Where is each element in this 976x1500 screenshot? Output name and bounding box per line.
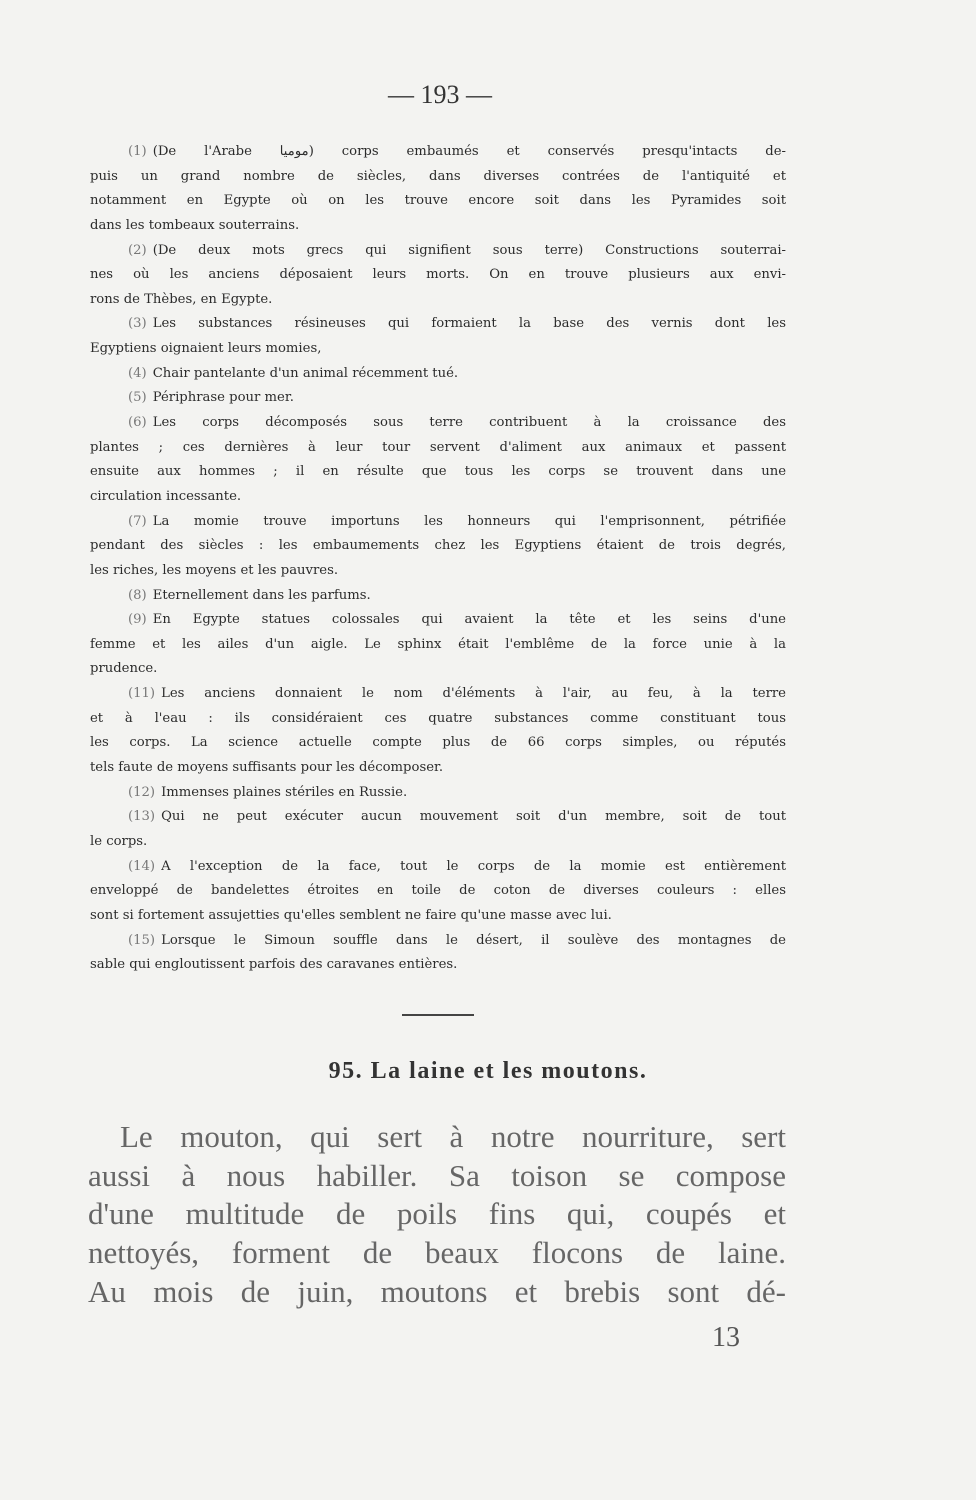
- footnote-line: [90, 411, 786, 436]
- signature-mark: 13: [712, 1322, 740, 1353]
- footnote-number: (12): [128, 784, 156, 800]
- body-line: d'une multitude de poils fins qui, coupés et: [88, 1196, 786, 1232]
- footnote: [90, 510, 786, 584]
- footnote: [90, 312, 786, 361]
- footnote-line: [90, 682, 786, 707]
- footnote: [90, 239, 786, 313]
- footnote-line: [90, 288, 786, 313]
- footnote-text: tels faute de moyens suffisants pour les décomposer.: [90, 760, 444, 776]
- footnote-text: notamment en Egypte où on les trouve encore soit dans les Pyramides soit: [90, 193, 786, 209]
- footnote-text: Eternellement dans les parfums.: [152, 587, 371, 603]
- footnote-number: (14): [128, 858, 156, 874]
- footnote-text: puis un grand nombre de siècles, dans diverses contrées de l'antiquité et: [90, 168, 786, 184]
- footnote: [90, 805, 786, 854]
- section-divider: [402, 1014, 474, 1016]
- footnote-number: (5): [128, 390, 147, 406]
- footnote-line: [90, 633, 786, 658]
- footnote-line: [90, 781, 786, 806]
- footnote-text: rons de Thèbes, en Egypte.: [90, 291, 273, 307]
- footnote-line: [90, 855, 786, 880]
- footnote-number: (2): [128, 242, 147, 258]
- footnote-number: (4): [128, 365, 147, 381]
- footnote-text: (De deux mots grecs qui signifient sous terre) Constructions souterrai-: [152, 242, 786, 258]
- body-line: Le mouton, qui sert à notre nourriture, sert: [120, 1119, 786, 1154]
- footnote-text: Chair pantelante d'un animal récemment tué.: [152, 365, 459, 381]
- footnote-line: [90, 165, 786, 190]
- footnote-line: [90, 510, 786, 535]
- body-line: nettoyés, forment de beaux flocons de laine.: [88, 1235, 786, 1271]
- footnote-text: En Egypte statues colossales qui avaient la tête et les seins d'une: [152, 612, 786, 628]
- footnote: [90, 411, 786, 510]
- footnote-text: plantes ; ces dernières à leur tour servent d'aliment aux animaux et passent: [90, 439, 786, 455]
- footnote-number: (13): [128, 809, 156, 825]
- footnote-line: [90, 386, 786, 411]
- footnote-number: (7): [128, 513, 147, 529]
- footnote-text: les riches, les moyens et les pauvres.: [90, 562, 339, 578]
- footnote-text: Périphrase pour mer.: [152, 390, 294, 406]
- footnote-text: Immenses plaines stériles en Russie.: [161, 784, 408, 800]
- footnote-text: prudence.: [90, 661, 158, 677]
- footnote-number: (8): [128, 587, 147, 603]
- footnote-number: (11): [128, 686, 156, 702]
- footnote-line: [90, 608, 786, 633]
- footnote-line: [90, 904, 786, 929]
- footnote: [90, 682, 786, 781]
- footnote-text: circulation incessante.: [90, 488, 242, 504]
- footnote-text: enveloppé de bandelettes étroites en toile de coton de diverses couleurs : elles: [90, 883, 786, 899]
- footnote-line: [90, 337, 786, 362]
- footnote-line: [90, 362, 786, 387]
- footnote-line: [90, 584, 786, 609]
- footnote-line: [90, 189, 786, 214]
- footnote: [90, 608, 786, 682]
- footnote-text: ensuite aux hommes ; il en résulte que tous les corps se trouvent dans une: [90, 464, 786, 480]
- footnote-text: sont si fortement assujetties qu'elles semblent ne faire qu'une masse avec lui.: [90, 907, 612, 923]
- footnote-text: Lorsque le Simoun souffle dans le désert, il soulève des montagnes de: [161, 932, 786, 948]
- footnote: [90, 386, 786, 411]
- footnote-line: [90, 830, 786, 855]
- footnote-line: [90, 239, 786, 264]
- footnote-text: sable qui engloutissent parfois des caravanes entières.: [90, 957, 458, 973]
- footnote-text: A l'exception de la face, tout le corps de la momie est entièrement: [161, 858, 786, 874]
- footnote-number: (6): [128, 415, 147, 431]
- footnote-text: Les anciens donnaient le nom d'éléments à l'air, au feu, à la terre: [161, 686, 786, 702]
- footnote-line: [90, 263, 786, 288]
- footnote-text: nes où les anciens déposaient leurs morts. On en trouve plusieurs aux envi-: [90, 267, 786, 283]
- footnote-text: (De l'Arabe موميا) corps embaumés et conservés presqu'intacts de-: [152, 144, 786, 159]
- footnote-number: (15): [128, 932, 156, 948]
- body-line: aussi à nous habiller. Sa toison se compose: [88, 1157, 786, 1193]
- footnote-text: dans les tombeaux souterrains.: [90, 217, 300, 233]
- footnote-number: (3): [128, 316, 147, 332]
- footnote-text: Les substances résineuses qui formaient la base des vernis dont les: [152, 316, 786, 332]
- footnote: [90, 855, 786, 929]
- footnote-line: [90, 756, 786, 781]
- footnote-line: [90, 214, 786, 239]
- footnote-text: pendant des siècles : les embaumements chez les Egyptiens étaient de trois degrés,: [90, 538, 786, 554]
- footnote-line: [90, 140, 786, 165]
- footnote-line: [90, 805, 786, 830]
- footnote-text: Qui ne peut exécuter aucun mouvement soit d'un membre, soit de tout: [161, 809, 786, 825]
- footnote-text: La momie trouve importuns les honneurs qui l'emprisonnent, pétrifiée: [152, 513, 786, 529]
- page-number: — 193 —: [388, 80, 492, 109]
- footnote-line: [90, 879, 786, 904]
- footnote-line: [90, 953, 786, 978]
- section-body: [88, 1118, 786, 1311]
- footnote-number: (1): [128, 144, 147, 159]
- footnote-line: [90, 312, 786, 337]
- footnote-line: [90, 731, 786, 756]
- footnote-number: (9): [128, 612, 147, 628]
- body-line: Au mois de juin, moutons et brebis sont dé-: [88, 1273, 786, 1309]
- footnote-line: [90, 485, 786, 510]
- footnote-text: Les corps décomposés sous terre contribuent à la croissance des: [152, 415, 786, 431]
- footnote-line: [90, 707, 786, 732]
- footnote: [90, 362, 786, 387]
- footnote-text: Egyptiens oignaient leurs momies,: [90, 341, 322, 357]
- footnote-text: le corps.: [90, 833, 148, 849]
- footnote: [90, 781, 786, 806]
- footnote: [90, 584, 786, 609]
- footnote-text: et à l'eau : ils considéraient ces quatre substances comme constituant tous: [90, 710, 786, 726]
- footnote-line: [90, 929, 786, 954]
- footnote-text: les corps. La science actuelle compte plus de 66 corps simples, ou réputés: [90, 735, 786, 751]
- footnote: [90, 929, 786, 978]
- footnote-text: femme et les ailes d'un aigle. Le sphinx était l'emblême de la force unie à la: [90, 636, 786, 652]
- footnote-line: [90, 657, 786, 682]
- section-title: 95. La laine et les moutons.: [328, 1058, 648, 1084]
- footnote-line: [90, 559, 786, 584]
- footnotes: [90, 140, 786, 978]
- footnote-line: [90, 436, 786, 461]
- footnote-line: [90, 534, 786, 559]
- footnote: [90, 140, 786, 239]
- footnote-line: [90, 460, 786, 485]
